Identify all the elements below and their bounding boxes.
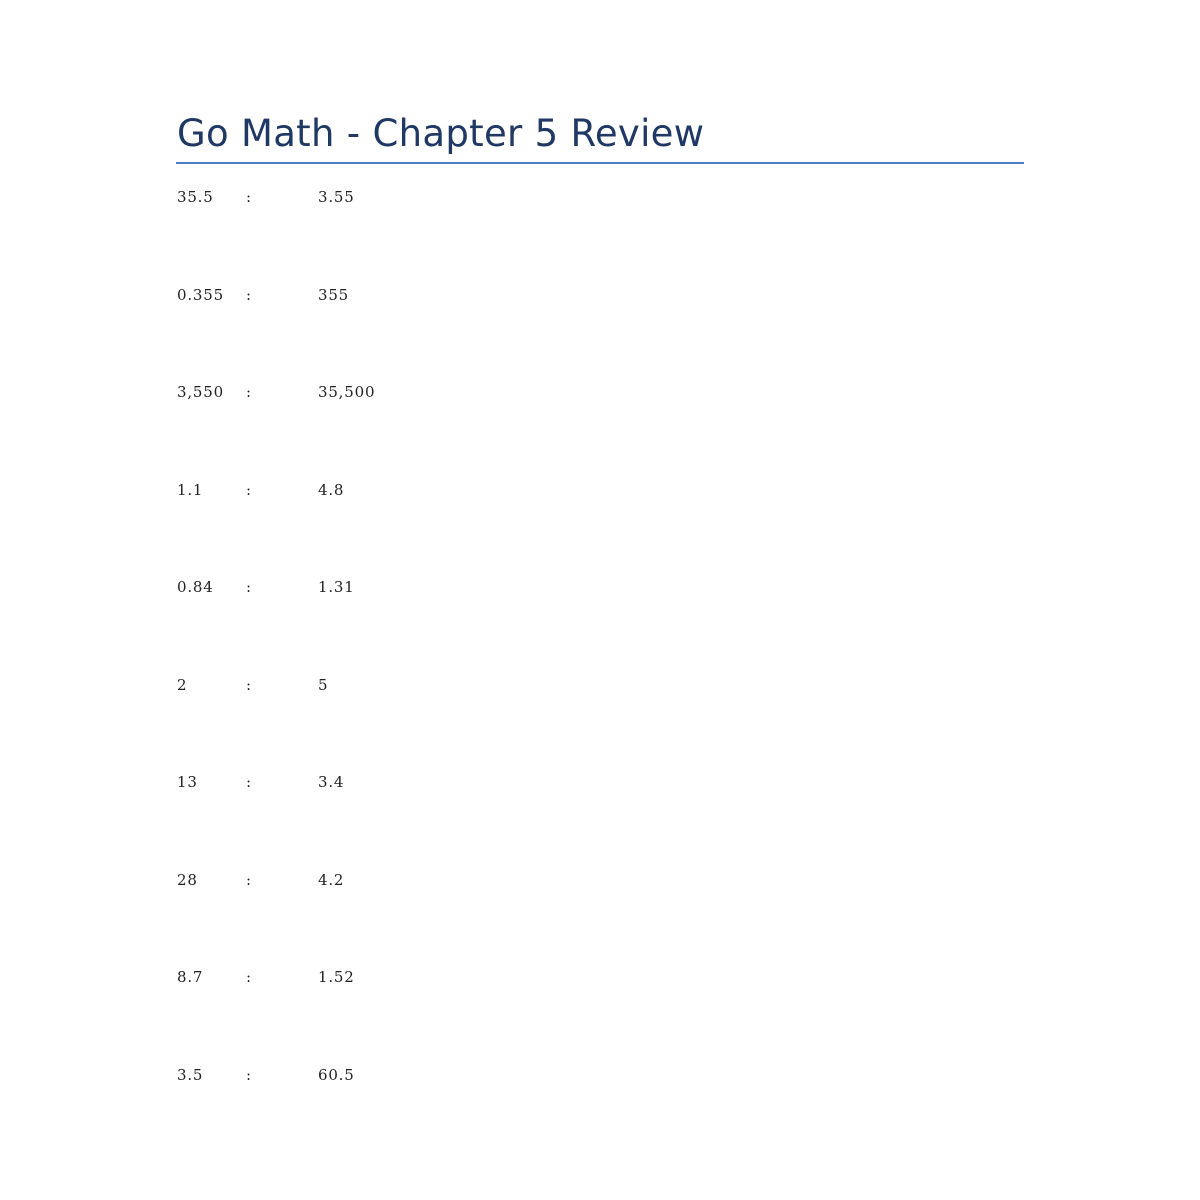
answer-separator: : [246, 481, 252, 499]
answer-separator: : [246, 968, 252, 986]
answer-right: 1.52 [318, 968, 355, 986]
answer-left: 0.355 [177, 286, 224, 304]
answer-left: 28 [177, 871, 198, 889]
answer-left: 3.5 [177, 1066, 204, 1084]
title-underline [176, 162, 1024, 164]
answer-right: 35,500 [318, 383, 376, 401]
answer-separator: : [246, 1066, 252, 1084]
answer-left: 3,550 [177, 383, 224, 401]
answer-separator: : [246, 188, 252, 206]
answer-right: 3.55 [318, 188, 355, 206]
answer-right: 3.4 [318, 773, 345, 791]
answer-separator: : [246, 871, 252, 889]
answer-separator: : [246, 286, 252, 304]
answer-left: 0.84 [177, 578, 214, 596]
page-title: Go Math - Chapter 5 Review [177, 112, 705, 155]
answer-right: 1.31 [318, 578, 355, 596]
answer-left: 13 [177, 773, 198, 791]
answer-right: 4.8 [318, 481, 345, 499]
answer-left: 1.1 [177, 481, 204, 499]
answer-right: 355 [318, 286, 350, 304]
answer-left: 8.7 [177, 968, 204, 986]
answer-right: 5 [318, 676, 329, 694]
answer-separator: : [246, 676, 252, 694]
answer-separator: : [246, 773, 252, 791]
answer-separator: : [246, 578, 252, 596]
answer-left: 35.5 [177, 188, 214, 206]
answer-separator: : [246, 383, 252, 401]
answer-left: 2 [177, 676, 188, 694]
answer-right: 60.5 [318, 1066, 355, 1084]
answer-right: 4.2 [318, 871, 345, 889]
